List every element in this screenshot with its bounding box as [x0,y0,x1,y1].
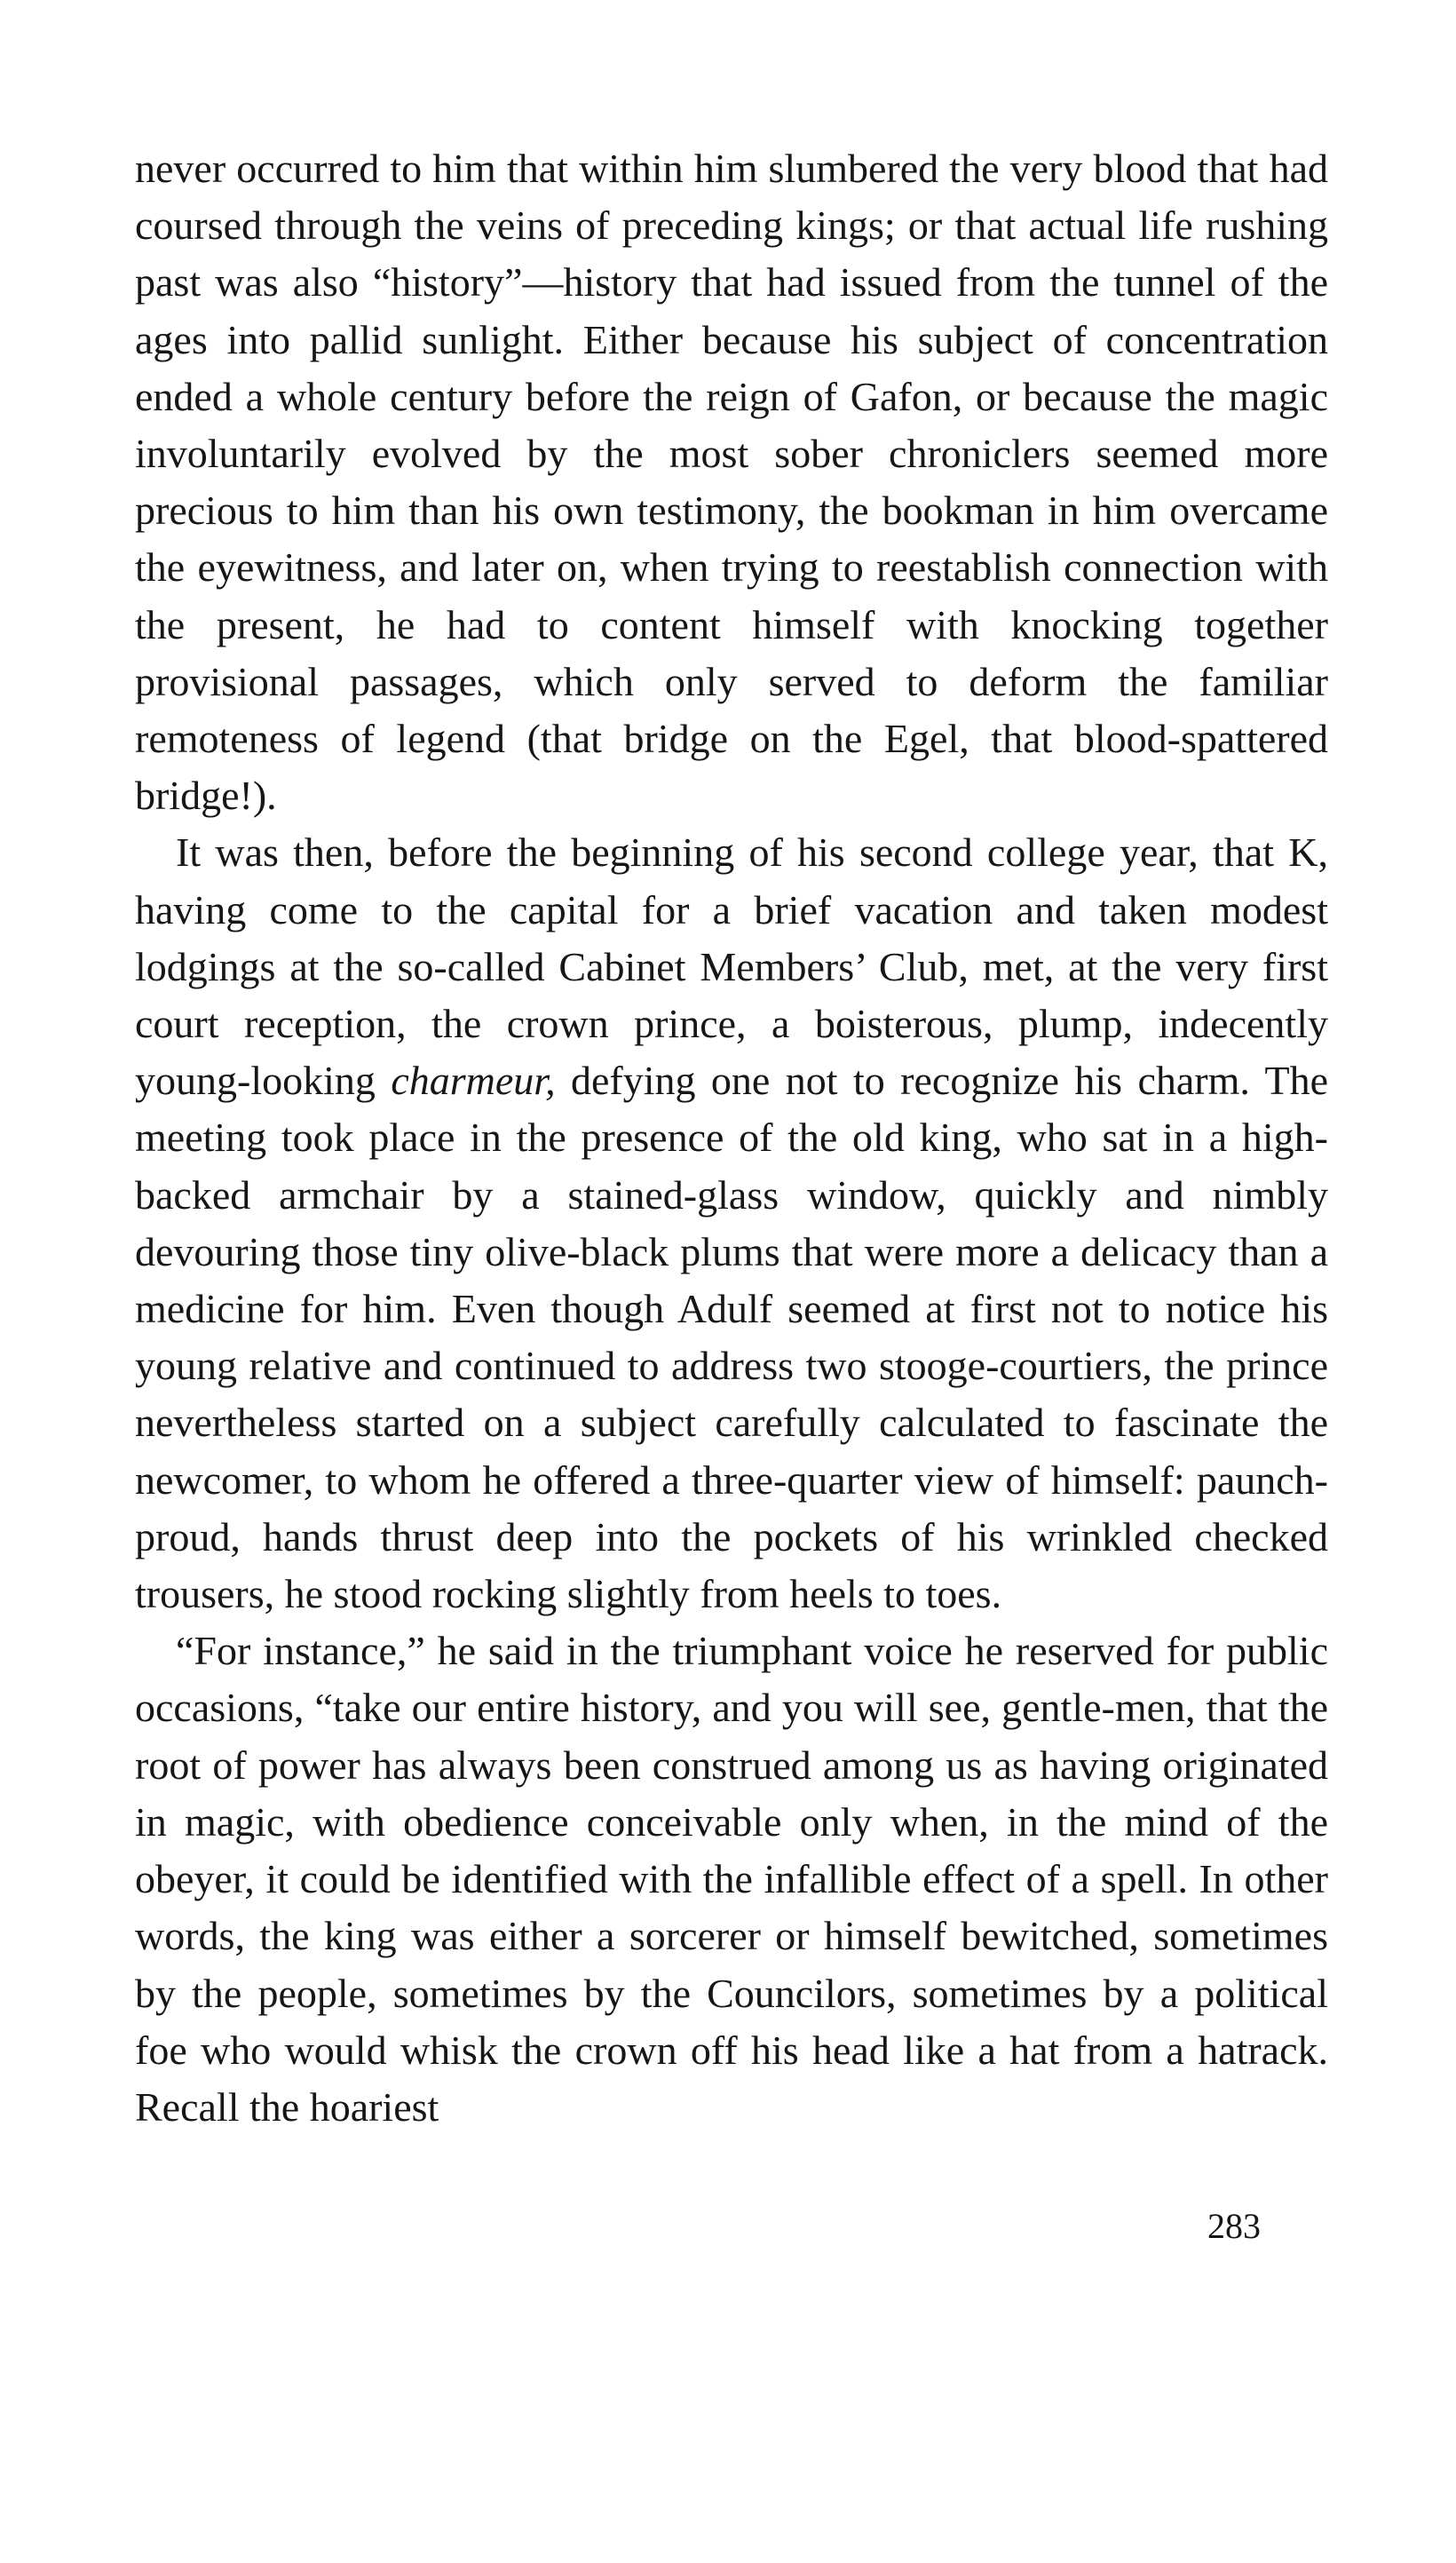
paragraph-2-text-start: It was then, before the beginning of his second college year, that K, having come to the capital for a brief vacation and taken modest lodgings at the so-called Cabinet Members’ Club, met, at the very first court reception, the crown prince, a boisterous, plump, indecently young-looking [135,829,1328,1104]
page-number: 283 [1207,2206,1261,2246]
paragraph-2-text-end: defying one not to recognize his charm. The meeting took place in the presence of the old king, who sat in a high-backed armchair by a stained-glass window, quickly and nimbly devouring those tiny olive-black plums that were more a delicacy than a medicine for him. Even though Adulf seemed at first not to notice his young relative and continued to address two stooge-courtiers, the prince nevertheless started on a subject carefully calculated to fascinate the newcomer, to whom he offered a three-quarter view of himself: paunch-proud, hands thrust deep into the pockets of his wrinkled checked trousers, he stood rocking slightly from heels to toes. [135,1058,1328,1617]
italic-word-charmeur: charmeur, [391,1058,556,1104]
paragraph-2 [135,824,1328,1623]
paragraph-1 [135,140,1328,824]
paragraph-3-text: “For instance,” he said in the triumphant voice he reserved for public occasions, “take our entire history, and you will see, gentle-men, that the root of power has always been construed among us as having originated in magic, with obedience conceivable only when, in the mind of the obeyer, it could be identified with the infallible effect of a spell. In other words, the king was either a sorcerer or himself bewitched, sometimes by the people, sometimes by the Councilors, sometimes by a political foe who would whisk the crown off his head like a hat from a hatrack. Recall the hoariest [135,1628,1328,2130]
paragraph-3 [135,1623,1328,2136]
body-text [135,140,1328,2136]
paragraph-1-text: never occurred to him that within him slumbered the very blood that had coursed through the veins of preceding kings; or that actual life rushing past was also “history”—history that had issued from the tunnel of the ages into pallid sunlight. Either because his subject of concentration ended a whole century before the reign of Gafon, or because the magic involuntarily evolved by the most sober chroniclers seemed more precious to him than his own testimony, the bookman in him overcame the eyewitness, and later on, when trying to reestablish connection with the present, he had to content himself with knocking together provisional passages, which only served to deform the familiar remoteness of legend (that bridge on the Egel, that blood-spattered bridge!). [135,146,1328,819]
